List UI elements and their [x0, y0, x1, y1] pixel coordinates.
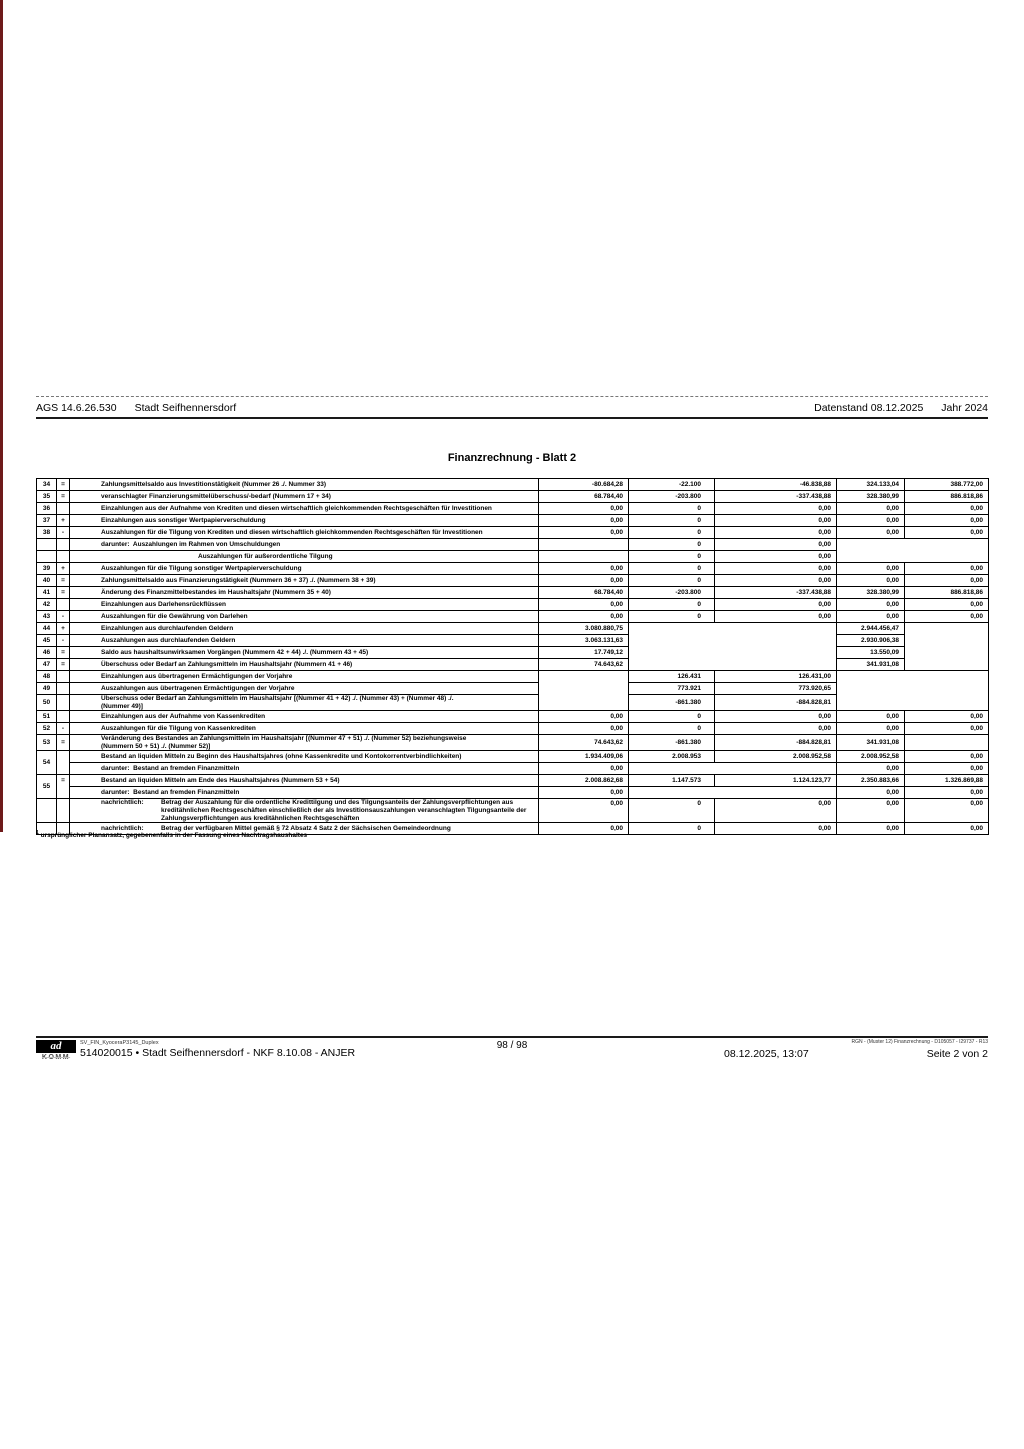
cell-value [837, 539, 989, 563]
table-row [37, 587, 989, 599]
cell-value: 0,00 [837, 799, 905, 823]
cell-value: 0,00 [539, 527, 629, 539]
row-operator: - [57, 527, 70, 539]
cell-value: 126.431 [629, 671, 715, 683]
cell-value: 2.930.906,38 [837, 635, 905, 647]
cell-value: 0,00 [539, 503, 629, 515]
row-number: 55 [37, 775, 57, 799]
row-operator: = [57, 587, 70, 599]
cell-value: 68.784,40 [539, 587, 629, 599]
cell-value: 68.784,40 [539, 491, 629, 503]
row-label: Auszahlungen für die Tilgung von Krediten und diesen wirtschaftlich gleichkommenden Rechtsgeschäften für Investitionen [70, 527, 539, 539]
cell-value: 886.818,86 [905, 491, 989, 503]
cell-value: 0,00 [715, 539, 837, 551]
table-row [37, 787, 989, 799]
cell-value: 328.380,99 [837, 587, 905, 599]
footnote-marker: 1 [36, 830, 39, 836]
row-operator [57, 671, 70, 683]
footer-divider [36, 1036, 988, 1038]
row-label: Veränderung des Bestandes an Zahlungsmitteln im Haushaltsjahr [(Nummer 47 + 51) ./. (Nummer 52) beziehungsweise (Nummern 50 + 51) ./. (Nummer 52)] [70, 735, 539, 751]
cell-value [905, 735, 989, 751]
table-row [37, 671, 989, 683]
footer-org-line: 514020015 • Stadt Seifhennersdorf - NKF 8.10.08 - ANJER [80, 1047, 356, 1059]
cell-value: 0 [629, 723, 715, 735]
cell-value: 0,00 [905, 611, 989, 623]
cell-value [539, 539, 629, 551]
cell-value: 0,00 [905, 711, 989, 723]
cell-value: 0,00 [715, 723, 837, 735]
row-number [37, 551, 57, 563]
row-operator: = [57, 479, 70, 491]
cell-value: 0 [629, 503, 715, 515]
row-operator: = [57, 575, 70, 587]
row-operator: = [57, 775, 70, 799]
row-operator [57, 799, 70, 823]
table-row [37, 479, 989, 491]
row-operator: = [57, 647, 70, 659]
row-number: 41 [37, 587, 57, 599]
row-number: 42 [37, 599, 57, 611]
row-number: 54 [37, 751, 57, 775]
row-label: Auszahlungen für die Tilgung sonstiger Wertpapierverschuldung [70, 563, 539, 575]
row-label: darunter: Bestand an fremden Finanzmitteln [70, 763, 539, 775]
cell-value: 0,00 [905, 823, 989, 835]
row-label: Zahlungsmittelsaldo aus Investitionstätigkeit (Nummer 26 ./. Nummer 33) [70, 479, 539, 491]
cell-value: 0,00 [837, 575, 905, 587]
row-number: 53 [37, 735, 57, 751]
cell-value: 126.431,00 [715, 671, 837, 683]
row-number: 51 [37, 711, 57, 723]
cell-value: 0,00 [539, 563, 629, 575]
cell-value: -337.438,88 [715, 587, 837, 599]
table-row [37, 563, 989, 575]
cell-value: -861.380 [629, 735, 715, 751]
row-number [37, 539, 57, 551]
cell-value: 0 [629, 823, 715, 835]
cell-value: 0,00 [715, 599, 837, 611]
cell-value: 2.008.952,58 [837, 751, 905, 763]
row-label: Einzahlungen aus der Aufnahme von Kassenkrediten [70, 711, 539, 723]
cell-value: 2.008.953 [629, 751, 715, 763]
cell-value: 1.934.409,06 [539, 751, 629, 763]
row-number: 47 [37, 659, 57, 671]
row-label: Einzahlungen aus Darlehensrückflüssen [70, 599, 539, 611]
row-number: 43 [37, 611, 57, 623]
row-label: nachrichtlich: Betrag der Auszahlung für die ordentliche Kredittilgung und des Tilgungsanteils der Zahlungsverpflichtungen aus kreditähnlichen Rechtsgeschäften einschließlich der als Investitionsauszahlungen veranschlagten Tilgungsanteile der Zahlungsverpflichtungen aus kreditähnlichen Rechtsgeschäften [70, 799, 539, 823]
header-divider [36, 417, 988, 419]
cell-value: 0,00 [539, 799, 629, 823]
row-number: 38 [37, 527, 57, 539]
cell-value: -203.800 [629, 587, 715, 599]
cell-value: 0,00 [905, 515, 989, 527]
table-row [37, 799, 989, 823]
row-number: 52 [37, 723, 57, 735]
table-row [37, 751, 989, 763]
cell-value: 0,00 [905, 723, 989, 735]
top-dashed-divider [36, 396, 988, 397]
table-row [37, 623, 989, 635]
cell-value [837, 671, 989, 711]
cell-value: 0,00 [837, 763, 905, 775]
cell-value: 0,00 [539, 575, 629, 587]
table-row [37, 515, 989, 527]
row-number: 34 [37, 479, 57, 491]
cell-value: 0,00 [905, 563, 989, 575]
cell-value: 0,00 [837, 515, 905, 527]
table-row [37, 527, 989, 539]
row-number: 45 [37, 635, 57, 647]
cell-value: -80.684,28 [539, 479, 629, 491]
cell-value: 0,00 [837, 503, 905, 515]
print-datetime: 08.12.2025, 13:07 [724, 1048, 809, 1060]
row-number: 35 [37, 491, 57, 503]
cell-value: -46.838,88 [715, 479, 837, 491]
cell-value: 324.133,04 [837, 479, 905, 491]
cell-value: 0,00 [715, 563, 837, 575]
table-row [37, 775, 989, 787]
row-number: 48 [37, 671, 57, 683]
cell-value: 0 [629, 515, 715, 527]
table-row [37, 539, 989, 551]
table-row [37, 491, 989, 503]
cell-value: 0,00 [539, 711, 629, 723]
cell-value: 0,00 [539, 723, 629, 735]
jahr: Jahr 2024 [941, 402, 988, 414]
row-number: 50 [37, 695, 57, 711]
footnote-text: ursprünglicher Planansatz, gegebenenfalls in der Fassung eines Nachtragshaushaltes [40, 832, 308, 840]
row-number: 46 [37, 647, 57, 659]
row-label: Auszahlungen für die Gewährung von Darlehen [70, 611, 539, 623]
row-operator [57, 683, 70, 695]
row-label: Einzahlungen aus der Aufnahme von Krediten und diesen wirtschaftlich gleichkommenden Rechtsgeschäften für Investitionen [70, 503, 539, 515]
row-label: Auszahlungen aus übertragenen Ermächtigungen der Vorjahre [70, 683, 539, 695]
cell-value: 0 [629, 539, 715, 551]
row-label-prefix: nachrichtlich: [101, 799, 144, 807]
row-operator: = [57, 735, 70, 751]
cell-value: 0,00 [539, 611, 629, 623]
ags-code: AGS 14.6.26.530 [36, 402, 117, 414]
row-operator [57, 539, 70, 551]
cell-value [629, 763, 837, 775]
cell-value: 0,00 [715, 503, 837, 515]
cell-value: 0,00 [905, 763, 989, 775]
cell-value: 0 [629, 711, 715, 723]
row-label: Bestand an liquiden Mitteln am Ende des Haushaltsjahres (Nummern 53 + 54) [70, 775, 539, 787]
cell-value [539, 671, 629, 711]
row-operator: = [57, 491, 70, 503]
datenstand: Datenstand 08.12.2025 [814, 402, 924, 414]
cell-value: 341.931,08 [837, 659, 905, 671]
cell-value: 328.380,99 [837, 491, 905, 503]
row-label-prefix: nachrichtlich: [101, 824, 144, 832]
row-number: 37 [37, 515, 57, 527]
cell-value: 0,00 [715, 823, 837, 835]
row-number: 44 [37, 623, 57, 635]
cell-value: -22.100 [629, 479, 715, 491]
cell-value [905, 623, 989, 671]
footnote [36, 830, 307, 839]
row-operator [57, 599, 70, 611]
cell-value: 0,00 [905, 799, 989, 823]
row-number: 49 [37, 683, 57, 695]
table-row [37, 575, 989, 587]
page-title: Finanzrechnung - Blatt 2 [447, 452, 577, 464]
cell-value: 3.063.131,63 [539, 635, 629, 647]
cell-value: 17.749,12 [539, 647, 629, 659]
cell-value: 0,00 [539, 515, 629, 527]
table-row [37, 659, 989, 671]
cell-value: 0,00 [539, 763, 629, 775]
row-number: 40 [37, 575, 57, 587]
table-row [37, 723, 989, 735]
row-label: nachrichtlich: Betrag der verfügbaren Mittel gemäß § 72 Absatz 4 Satz 2 der Sächsischen Gemeindeordnung [70, 823, 539, 835]
cell-value: 13.550,09 [837, 647, 905, 659]
cell-value: 0,00 [905, 787, 989, 799]
cell-value: 886.818,86 [905, 587, 989, 599]
cell-value: 0 [629, 599, 715, 611]
cell-value [539, 551, 629, 563]
cell-value: 0,00 [539, 787, 629, 799]
cell-value: 0,00 [905, 575, 989, 587]
row-label: Einzahlungen aus durchlaufenden Geldern [70, 623, 539, 635]
row-operator [57, 551, 70, 563]
cell-value: 773.920,65 [715, 683, 837, 695]
cell-value: 2.944.456,47 [837, 623, 905, 635]
table-row [37, 647, 989, 659]
cell-value: -337.438,88 [715, 491, 837, 503]
cell-value: 0,00 [837, 563, 905, 575]
table-row [37, 611, 989, 623]
row-number [37, 799, 57, 823]
cell-value: 0,00 [905, 527, 989, 539]
header-left [36, 402, 236, 415]
row-label: Überschuss oder Bedarf an Zahlungsmitteln im Haushaltsjahr [(Nummer 41 + 42) ./. (Nummer 43) + (Nummer 48) ./. (Nummer 49)] [70, 695, 539, 711]
cell-value: 74.643,62 [539, 659, 629, 671]
table-row [37, 635, 989, 647]
table-row [37, 763, 989, 775]
cell-value: 2.008.862,68 [539, 775, 629, 787]
table-row [37, 599, 989, 611]
page-number: Seite 2 von 2 [926, 1048, 988, 1060]
cell-value: -884.828,81 [715, 735, 837, 751]
cell-value: 0,00 [837, 711, 905, 723]
row-operator: = [57, 659, 70, 671]
cell-value [629, 787, 837, 799]
cell-value [629, 623, 837, 671]
cell-value: 0 [629, 575, 715, 587]
header-right [814, 402, 988, 415]
cell-value: -884.828,81 [715, 695, 837, 711]
cell-value: 0,00 [539, 599, 629, 611]
page-header [36, 402, 988, 415]
cell-value: 0,00 [715, 515, 837, 527]
cell-value: 3.080.880,75 [539, 623, 629, 635]
cell-value: 0,00 [715, 551, 837, 563]
cell-value: 0,00 [905, 751, 989, 763]
row-label: veranschlagter Finanzierungsmittelüberschuss/-bedarf (Nummern 17 + 34) [70, 491, 539, 503]
cell-value: 0,00 [715, 711, 837, 723]
row-operator [57, 711, 70, 723]
row-operator: - [57, 635, 70, 647]
report-reference: RGN - (Muster 12) Finanzrechnung - D105057 - I29737 - R13 [851, 1039, 988, 1045]
cell-value: 2.350.883,66 [837, 775, 905, 787]
cell-value: 0,00 [837, 787, 905, 799]
cell-value: 0,00 [837, 599, 905, 611]
row-operator: + [57, 515, 70, 527]
cell-value: 0,00 [539, 823, 629, 835]
cell-value: 0,00 [837, 723, 905, 735]
cell-value: 0,00 [715, 799, 837, 823]
cell-value: 388.772,00 [905, 479, 989, 491]
row-label: Zahlungsmittelsaldo aus Finanzierungstätigkeit (Nummern 36 + 37) ./. (Nummern 38 + 39) [70, 575, 539, 587]
cell-value: 0,00 [837, 823, 905, 835]
cell-value: 0 [629, 563, 715, 575]
cell-value: 341.931,08 [837, 735, 905, 751]
cell-value: 0,00 [715, 575, 837, 587]
municipality-name: Stadt Seifhennersdorf [134, 402, 237, 414]
cell-value: 773.921 [629, 683, 715, 695]
row-operator [57, 751, 70, 775]
row-operator: - [57, 611, 70, 623]
row-number: 36 [37, 503, 57, 515]
cell-value: 0 [629, 611, 715, 623]
row-number: 39 [37, 563, 57, 575]
page-count: 98 / 98 [496, 1040, 528, 1051]
logo-ad: ad [36, 1040, 76, 1053]
cell-value: 0,00 [905, 503, 989, 515]
row-label: Änderung des Finanzmittelbestandes im Haushaltsjahr (Nummern 35 + 40) [70, 587, 539, 599]
logo-komm: KOMM [41, 1054, 71, 1061]
cell-value: 0,00 [715, 527, 837, 539]
row-label: Einzahlungen aus sonstiger Wertpapierverschuldung [70, 515, 539, 527]
row-operator: + [57, 563, 70, 575]
table-row [37, 735, 989, 751]
row-label: Auszahlungen für die Tilgung von Kassenkrediten [70, 723, 539, 735]
row-operator: + [57, 623, 70, 635]
row-label: Überschuss oder Bedarf an Zahlungsmitteln im Haushaltsjahr (Nummern 41 + 46) [70, 659, 539, 671]
cell-value: 1.147.573 [629, 775, 715, 787]
cell-value: -861.380 [629, 695, 715, 711]
printer-note: SV_FIN_KyoceraP3145_Duplex [80, 1040, 159, 1046]
cell-value: 0,00 [837, 611, 905, 623]
row-label: darunter: Auszahlungen im Rahmen von Umschuldungen [70, 539, 539, 551]
row-label: darunter: Bestand an fremden Finanzmitteln [70, 787, 539, 799]
cell-value: -203.800 [629, 491, 715, 503]
cell-value: 1.326.869,88 [905, 775, 989, 787]
cell-value: 1.124.123,77 [715, 775, 837, 787]
row-operator [57, 695, 70, 711]
cell-value: 74.643,62 [539, 735, 629, 751]
table-row [37, 711, 989, 723]
cell-value: 0,00 [715, 611, 837, 623]
row-operator [57, 503, 70, 515]
cell-value: 0 [629, 527, 715, 539]
row-operator: - [57, 723, 70, 735]
row-label: Einzahlungen aus übertragenen Ermächtigungen der Vorjahre [70, 671, 539, 683]
row-label: Saldo aus haushaltsunwirksamen Vorgängen (Nummern 42 + 44) ./. (Nummern 43 + 45) [70, 647, 539, 659]
row-label: Auszahlungen für außerordentliche Tilgung [70, 551, 539, 563]
cell-value: 0 [629, 551, 715, 563]
row-label: Bestand an liquiden Mitteln zu Beginn des Haushaltsjahres (ohne Kassenkredite und Kontokorrentverbindlichkeiten) [70, 751, 539, 763]
table-row [37, 503, 989, 515]
scan-artifact-strip [0, 0, 3, 832]
cell-value: 0,00 [837, 527, 905, 539]
cell-value: 0 [629, 799, 715, 823]
cell-value: 2.008.952,58 [715, 751, 837, 763]
finanzrechnung-table [36, 478, 988, 835]
row-label: Auszahlungen aus durchlaufenden Geldern [70, 635, 539, 647]
cell-value: 0,00 [905, 599, 989, 611]
